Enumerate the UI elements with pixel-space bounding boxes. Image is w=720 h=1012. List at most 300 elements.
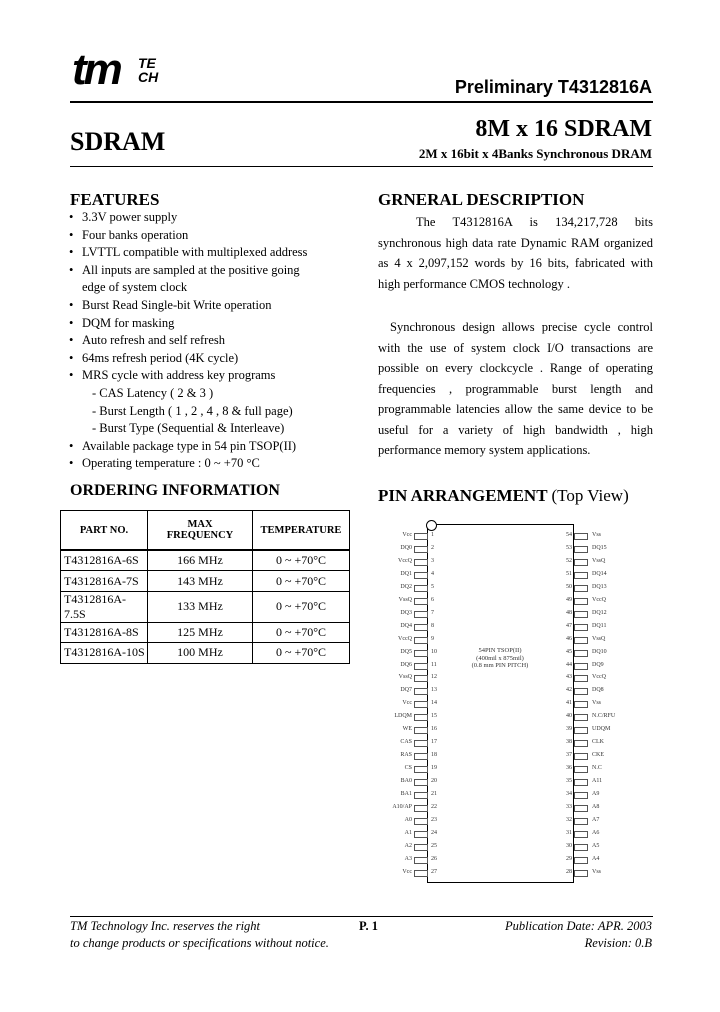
right-pin-51 (558, 569, 628, 580)
page-title: 8M x 16 SDRAM (475, 116, 652, 142)
title-divider (70, 166, 653, 167)
left-pin-1 (378, 530, 448, 541)
page-number: P. 1 (359, 919, 378, 933)
feature-item (66, 209, 356, 227)
feature-text: DQM for masking (82, 315, 175, 330)
left-pin-9 (378, 634, 448, 645)
pin-lead-icon (414, 714, 428, 721)
pin-number: 35 (566, 778, 572, 785)
pin-lead-icon (574, 818, 588, 825)
left-pin-6 (378, 595, 448, 606)
table-row (61, 591, 350, 622)
package-size: (400mil x 875mil) (476, 654, 524, 662)
table-row (61, 571, 350, 591)
pin-lead-icon (414, 611, 428, 618)
pin-number: 10 (431, 648, 437, 655)
right-pin-46 (558, 634, 628, 645)
left-pin-24 (378, 828, 448, 839)
pin-name: A7 (592, 816, 600, 823)
feature-text: Available package type in 54 pin TSOP(II) (82, 438, 297, 453)
right-pin-36 (558, 763, 628, 774)
pin-number: 40 (566, 713, 572, 720)
pin-name: DQ8 (592, 687, 604, 694)
pin-lead-icon (574, 740, 588, 747)
pin-number: 39 (566, 726, 572, 733)
bullet-icon: • (69, 456, 74, 471)
pin-lead-icon (414, 831, 428, 838)
pin-lead-icon (414, 805, 428, 812)
pin-name: A6 (592, 829, 600, 836)
pin-number: 29 (566, 855, 572, 862)
bullet-icon: • (69, 210, 74, 224)
pin-number: 53 (566, 544, 572, 551)
pin-number: 4 (431, 570, 434, 577)
pin-lead-icon (414, 740, 428, 747)
pin-name: A1 (404, 829, 412, 836)
pin-lead-icon (414, 572, 428, 579)
pin-heading-suffix: (Top View) (551, 486, 629, 505)
pin-lead-icon (574, 598, 588, 605)
pin-name: DQ3 (400, 609, 412, 616)
pin-number: 11 (431, 661, 437, 668)
pin-lead-icon (574, 559, 588, 566)
feature-item (66, 332, 356, 350)
pin-name: A11 (592, 778, 603, 785)
feature-text: Auto refresh and self refresh (82, 333, 225, 348)
pin-number: 33 (566, 803, 572, 810)
left-pin-17 (378, 737, 448, 748)
temperature-cell: 0 ~ +70°C (253, 571, 350, 591)
pin-name: RAS (400, 752, 412, 759)
feature-text: Burst Read Single-bit Write operation (82, 297, 272, 312)
pin-lead-icon (574, 831, 588, 838)
right-pin-53 (558, 543, 628, 554)
right-pin-33 (558, 802, 628, 813)
logo-subscript: CH (138, 69, 159, 85)
pin-lead-icon (574, 779, 588, 786)
footer-disclaimer-2: to change products or specifications without notice. (70, 936, 329, 950)
frequency-cell: 100 MHz (148, 643, 253, 663)
part-number-cell: T4312816A-7S (61, 571, 148, 591)
pin-name: CAS (400, 739, 412, 746)
pin-number: 24 (431, 829, 437, 836)
pin-number: 41 (566, 700, 572, 707)
pin-number: 30 (566, 842, 572, 849)
pin-name: DQ9 (592, 661, 604, 668)
pin-lead-icon (414, 701, 428, 708)
pin-name: DQ11 (592, 622, 607, 629)
feature-text: 64ms refresh period (4K cycle) (82, 350, 239, 365)
pin-number: 18 (431, 752, 437, 759)
frequency-cell: 166 MHz (148, 550, 253, 571)
bullet-icon: • (69, 227, 74, 242)
pin-lead-icon (574, 546, 588, 553)
pin-lead-icon (574, 714, 588, 721)
pin-number: 46 (566, 635, 572, 642)
feature-item (66, 438, 356, 456)
pin-name: VccQ (398, 635, 412, 642)
pin-number: 13 (431, 687, 437, 694)
column-header-frequency: MAX FREQUENCY (148, 511, 253, 551)
pin-name: VccQ (592, 674, 606, 681)
pin-number: 8 (431, 622, 434, 629)
right-pin-35 (558, 776, 628, 787)
left-pin-14 (378, 698, 448, 709)
left-pin-21 (378, 789, 448, 800)
left-pin-4 (378, 569, 448, 580)
pin-number: 27 (431, 868, 437, 875)
document-id: Preliminary T4312816A (454, 77, 652, 97)
pin-name: N.C (592, 765, 602, 772)
pin-lead-icon (414, 766, 428, 773)
pin-lead-icon (414, 857, 428, 864)
feature-text: Operating temperature : 0 ~ +70 °C (82, 456, 260, 471)
feature-text: - Burst Type (Sequential & Interleave) (92, 421, 285, 436)
pin-name: A8 (592, 803, 600, 810)
pin-lead-icon (414, 844, 428, 851)
pin-name: A5 (592, 842, 600, 849)
left-pin-23 (378, 815, 448, 826)
right-pin-49 (558, 595, 628, 606)
left-pin-27 (378, 867, 448, 878)
pin-name: Vcc (402, 700, 412, 707)
left-pin-25 (378, 841, 448, 852)
temperature-cell: 0 ~ +70°C (253, 643, 350, 663)
pin-name: DQ2 (400, 583, 412, 590)
bullet-icon: • (69, 438, 74, 453)
part-number-cell: T4312816A-7.5S (61, 591, 148, 622)
pin-number: 1 (431, 532, 434, 538)
bullet-icon: • (69, 297, 74, 312)
pin-lead-icon (574, 572, 588, 579)
pin-number: 45 (566, 648, 572, 655)
pin-number: 5 (431, 583, 434, 590)
pin-name: CKE (592, 752, 604, 759)
pin-lead-icon (574, 624, 588, 631)
right-pin-37 (558, 750, 628, 761)
frequency-cell: 125 MHz (148, 622, 253, 642)
pin-lead-icon (574, 675, 588, 682)
left-pin-5 (378, 582, 448, 593)
bullet-icon: • (69, 333, 74, 348)
left-pin-15 (378, 711, 448, 722)
right-pin-42 (558, 685, 628, 696)
right-pin-30 (558, 841, 628, 852)
pin-lead-icon (574, 870, 588, 877)
feature-text: MRS cycle with address key programs (82, 368, 276, 383)
pin-name: BA0 (400, 778, 412, 785)
pin-name: DQ14 (592, 570, 607, 577)
revision: Revision: 0.B (584, 936, 652, 950)
column-header-temperature: TEMPERATURE (253, 511, 350, 551)
pin-lead-icon (574, 857, 588, 864)
pin-name: DQ5 (400, 648, 412, 655)
pin-name: VccQ (398, 557, 412, 564)
pin-lead-icon (574, 766, 588, 773)
pin-lead-icon (414, 559, 428, 566)
pin-number: 54 (566, 532, 572, 538)
pin-number: 14 (431, 700, 437, 707)
pin-name: VssQ (592, 557, 606, 564)
pin-number: 15 (431, 713, 437, 720)
temperature-cell: 0 ~ +70°C (253, 591, 350, 622)
chip-package-outline (427, 524, 574, 883)
left-pin-13 (378, 685, 448, 696)
pin-lead-icon (414, 546, 428, 553)
pin-heading-text: PIN ARRANGEMENT (378, 486, 548, 505)
pin-name: DQ4 (400, 622, 412, 629)
column-header-part: PART NO. (61, 511, 148, 551)
pin-name: VssQ (398, 674, 412, 681)
pin-name: VssQ (592, 635, 606, 642)
table-header-row (61, 511, 350, 551)
right-pin-29 (558, 854, 628, 865)
pin-number: 28 (566, 868, 572, 875)
pin-name: VssQ (398, 596, 412, 603)
pin-name: A4 (592, 855, 600, 862)
feature-item (66, 227, 356, 245)
pin-lead-icon (414, 753, 428, 760)
pin-lead-icon (574, 727, 588, 734)
pin-number: 42 (566, 687, 572, 694)
right-pin-31 (558, 828, 628, 839)
left-pin-22 (378, 802, 448, 813)
pin-name: DQ10 (592, 648, 607, 655)
temperature-cell: 0 ~ +70°C (253, 622, 350, 642)
feature-text: - CAS Latency ( 2 & 3 ) (92, 385, 214, 400)
package-label (440, 647, 560, 670)
feature-item (66, 279, 356, 297)
general-description-heading: GRNERAL DESCRIPTION (378, 190, 585, 209)
right-pin-50 (558, 582, 628, 593)
package-pitch: (0.8 mm PIN PITCH) (471, 662, 529, 669)
pin-lead-icon (414, 624, 428, 631)
left-pin-10 (378, 647, 448, 658)
temperature-cell: 0 ~ +70°C (253, 550, 350, 571)
footer-disclaimer-1: TM Technology Inc. reserves the right (70, 919, 261, 933)
pin-number: 19 (431, 765, 437, 772)
feature-text: - Burst Length ( 1 , 2 , 4 , 8 & full page) (92, 403, 293, 418)
frequency-cell: 143 MHz (148, 571, 253, 591)
table-row (61, 643, 350, 663)
ordering-heading: ORDERING INFORMATION (70, 482, 280, 499)
left-pin-18 (378, 750, 448, 761)
bullet-icon: • (69, 245, 74, 260)
pin-name: DQ13 (592, 583, 607, 590)
description-paragraph-1: The T4312816A is 134,217,728 bits synchronous high data rate Dynamic RAM organized as 4 x 2,097,152 words by 16 bits, fabricated with high performance CMOS technology . (378, 215, 653, 291)
pin-lead-icon (574, 650, 588, 657)
pin-name: DQ6 (400, 661, 412, 668)
pin-name: N.C/RFU (592, 713, 616, 720)
pin-lead-icon (414, 727, 428, 734)
pin-lead-icon (574, 805, 588, 812)
pin-name: Vss (592, 868, 602, 875)
ordering-table (60, 510, 350, 664)
pin-name: LDQM (394, 713, 412, 720)
features-heading: FEATURES (70, 190, 160, 209)
pin-name: A10/AP (392, 803, 412, 810)
left-pin-11 (378, 660, 448, 671)
part-number-cell: T4312816A-6S (61, 550, 148, 571)
package-type: 54PIN TSOP(II) (478, 647, 522, 654)
pin-lead-icon (414, 533, 428, 540)
feature-item (66, 367, 356, 385)
publication-date: Publication Date: APR. 2003 (505, 919, 652, 933)
pin-number: 50 (566, 583, 572, 590)
logo-mark: tm (72, 45, 120, 94)
features-list (66, 209, 356, 473)
pin-name: Vcc (402, 532, 412, 538)
right-pin-41 (558, 698, 628, 709)
footer-divider (70, 916, 653, 917)
pin-number: 3 (431, 557, 434, 564)
left-pin-20 (378, 776, 448, 787)
pin-name: DQ7 (400, 687, 412, 694)
pin-number: 31 (566, 829, 572, 836)
pin-name: CS (404, 765, 412, 772)
pin-lead-icon (574, 701, 588, 708)
left-pin-26 (378, 854, 448, 865)
pin-lead-icon (574, 844, 588, 851)
pin-number: 23 (431, 816, 437, 823)
feature-text: 3.3V power supply (82, 210, 178, 224)
pin-lead-icon (414, 779, 428, 786)
pin-number: 21 (431, 791, 437, 797)
frequency-cell: 133 MHz (148, 591, 253, 622)
pin-lead-icon (414, 663, 428, 670)
feature-item (66, 385, 356, 403)
pin-number: 32 (566, 816, 572, 823)
pin-lead-icon (414, 637, 428, 644)
pin-number: 43 (566, 674, 572, 681)
pin-name: BA1 (400, 791, 412, 797)
pin-number: 2 (431, 544, 434, 551)
pin-number: 25 (431, 842, 437, 849)
page-subtitle: 2M x 16bit x 4Banks Synchronous DRAM (418, 146, 652, 161)
pin-lead-icon (414, 598, 428, 605)
pin-lead-icon (574, 663, 588, 670)
pin-number: 47 (566, 622, 572, 629)
bullet-icon: • (69, 262, 74, 277)
pin-number: 34 (566, 791, 572, 797)
pin-number: 51 (566, 570, 572, 577)
feature-item (66, 297, 356, 315)
right-pin-32 (558, 815, 628, 826)
pin-lead-icon (574, 533, 588, 540)
right-pin-44 (558, 660, 628, 671)
pin-number: 9 (431, 635, 434, 642)
feature-item (66, 455, 356, 473)
logo-superscript: TE (138, 55, 156, 71)
pin-lead-icon (414, 585, 428, 592)
pin-name: DQ0 (400, 544, 412, 551)
pin-arrangement-heading (378, 486, 629, 506)
pin-lead-icon (574, 585, 588, 592)
pin-number: 48 (566, 609, 572, 616)
pin-number: 6 (431, 596, 434, 603)
pin-name: DQ15 (592, 544, 607, 551)
right-pin-45 (558, 647, 628, 658)
bullet-icon: • (69, 315, 74, 330)
part-number-cell: T4312816A-8S (61, 622, 148, 642)
pin-name: A9 (592, 791, 600, 797)
left-pin-16 (378, 724, 448, 735)
right-pin-40 (558, 711, 628, 722)
pin-number: 44 (566, 661, 572, 668)
pin-number: 17 (431, 739, 437, 746)
left-pin-7 (378, 608, 448, 619)
pin-name: A2 (404, 842, 412, 849)
pin-name: DQ1 (400, 570, 412, 577)
feature-item (66, 350, 356, 368)
pin-lead-icon (414, 675, 428, 682)
pin-name: Vcc (402, 868, 412, 875)
right-pin-52 (558, 556, 628, 567)
product-category: SDRAM (70, 127, 166, 156)
pin-number: 7 (431, 609, 434, 616)
pin-lead-icon (414, 688, 428, 695)
pin-name: CLK (592, 739, 604, 746)
pin-lead-icon (414, 818, 428, 825)
pin-lead-icon (574, 792, 588, 799)
bullet-icon: • (69, 368, 74, 383)
right-pin-47 (558, 621, 628, 632)
left-pin-2 (378, 543, 448, 554)
pin-name: DQ12 (592, 609, 607, 616)
pin-number: 26 (431, 855, 437, 862)
pin-lead-icon (414, 870, 428, 877)
right-pin-48 (558, 608, 628, 619)
pin-name: UDQM (592, 726, 611, 733)
bullet-icon: • (69, 350, 74, 365)
pin-name: WE (402, 726, 412, 733)
feature-item (66, 403, 356, 421)
right-pin-43 (558, 672, 628, 683)
left-pin-3 (378, 556, 448, 567)
pin-number: 37 (566, 752, 572, 759)
pin-number: 22 (431, 803, 437, 810)
pin-lead-icon (414, 650, 428, 657)
pin-name: VccQ (592, 596, 606, 603)
pin-name: A0 (404, 816, 412, 823)
description-paragraph-2: Synchronous design allows precise cycle control with the use of system clock I/O transactions are possible on every clockcycle . Range of operating frequencies , programmable burst length and programmable latencies allow the same device to be useful for a variety of high bandwidth , high performance memory system applications. (378, 320, 653, 457)
part-number-cell: T4312816A-10S (61, 643, 148, 663)
pin-lead-icon (414, 792, 428, 799)
pin-lead-icon (574, 611, 588, 618)
right-pin-38 (558, 737, 628, 748)
left-pin-8 (378, 621, 448, 632)
pin-name: Vss (592, 700, 602, 707)
pin-name: Vss (592, 532, 602, 538)
pin-lead-icon (574, 637, 588, 644)
feature-item (66, 262, 356, 280)
pin-name: A3 (404, 855, 412, 862)
pin-number: 52 (566, 557, 572, 564)
header-divider (70, 101, 653, 103)
right-pin-54 (558, 530, 628, 541)
feature-item (66, 315, 356, 333)
pin-number: 49 (566, 596, 572, 603)
feature-text: LVTTL compatible with multiplexed address (82, 245, 308, 260)
pin-number: 38 (566, 739, 572, 746)
feature-item (66, 420, 356, 438)
pin-number: 36 (566, 765, 572, 772)
pin-number: 12 (431, 674, 437, 681)
right-pin-28 (558, 867, 628, 878)
pin-number: 20 (431, 778, 437, 785)
left-pin-19 (378, 763, 448, 774)
table-row (61, 622, 350, 642)
